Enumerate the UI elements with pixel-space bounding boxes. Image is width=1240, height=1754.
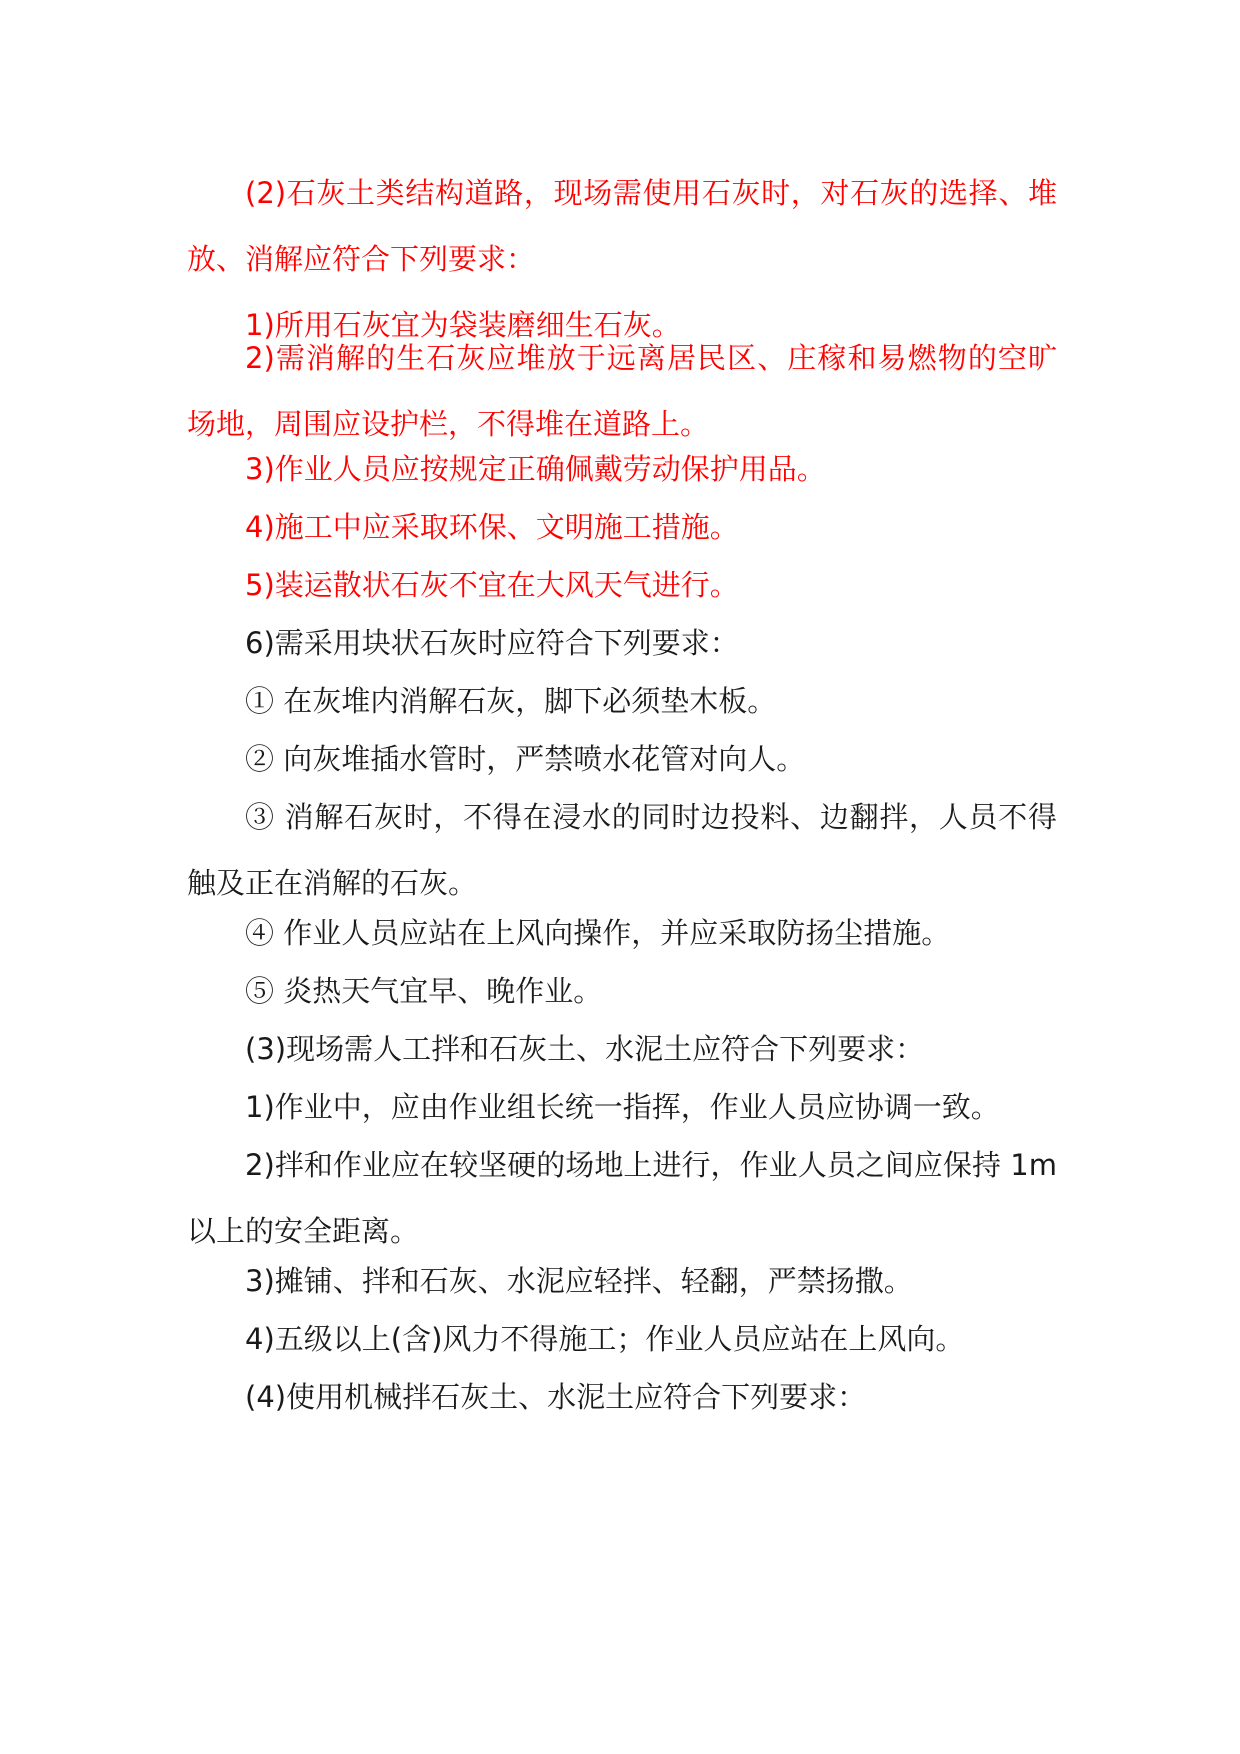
- paragraph-lime-road-requirements: [187, 160, 1057, 292]
- paragraph-subitem-3: [187, 784, 1057, 916]
- paragraph-text: ⑤ 炎热天气宜早、晚作业。: [245, 974, 603, 1008]
- paragraph-text: (4)使用机械拌石灰土、水泥土应符合下列要求：: [245, 1380, 867, 1414]
- paragraph-text: 2)拌和作业应在较坚硬的场地上进行，作业人员之间应保持 1m 以上的安全距离。: [187, 1148, 1057, 1248]
- paragraph-text: 1)所用石灰宜为袋装磨细生石灰。: [245, 308, 681, 342]
- paragraph-item-3-protective-equipment: [187, 436, 1057, 502]
- paragraph-text: ② 向灰堆插水管时，严禁喷水花管对向人。: [245, 742, 806, 776]
- paragraph-text-part-1: 3)作业人员应按规定: [245, 452, 507, 486]
- paragraph-subitem-4: [187, 900, 1057, 966]
- paragraph-text: 6)需采用块状石灰时应符合下列要求：: [245, 626, 739, 660]
- paragraph-text: 4)五级以上(含)风力不得施工；作业人员应站在上风向。: [245, 1322, 965, 1356]
- paragraph-text: 1)作业中，应由作业组长统一指挥，作业人员应协调一致。: [245, 1090, 1000, 1124]
- paragraph-item-5-windy-weather: [187, 552, 1057, 618]
- paragraph-item-4-environmental-measures: [187, 494, 1057, 560]
- paragraph-text: (3)现场需人工拌和石灰土、水泥土应符合下列要求：: [245, 1032, 925, 1066]
- paragraph-manual-item-4: [187, 1306, 1057, 1372]
- paragraph-text: 4)施工中应采取环保、文明施工措施。: [245, 510, 739, 544]
- paragraph-text: 5)装运散状石灰不宜在大风天气进行。: [245, 568, 739, 602]
- paragraph-text: ④ 作业人员应站在上风向操作，并应采取防扬尘措施。: [245, 916, 951, 950]
- paragraph-subitem-5: [187, 958, 1057, 1024]
- paragraph-subitem-2: [187, 726, 1057, 792]
- paragraph-manual-item-3: [187, 1248, 1057, 1314]
- paragraph-text: ③ 消解石灰时，不得在浸水的同时边投料、边翻拌，人员不得触及正在消解的石灰。: [187, 800, 1057, 900]
- paragraph-text: ① 在灰堆内消解石灰，脚下必须垫木板。: [245, 684, 777, 718]
- paragraph-manual-item-2: [187, 1132, 1057, 1264]
- paragraph-text: 3)摊铺、拌和石灰、水泥应轻拌、轻翻，严禁扬撒。: [245, 1264, 913, 1298]
- paragraph-manual-item-1: [187, 1074, 1057, 1140]
- paragraph-item-6-lump-lime: [187, 610, 1057, 676]
- paragraph-machine-mixing-requirements: [187, 1364, 1057, 1430]
- paragraph-text: (2)石灰土类结构道路，现场需使用石灰时，对石灰的选择、堆放、消解应符合下列要求：: [187, 176, 1057, 276]
- paragraph-subitem-1: [187, 668, 1057, 734]
- paragraph-manual-mixing-requirements: [187, 1016, 1057, 1082]
- paragraph-text: 2)需消解的生石灰应堆放于远离居民区、庄稼和易燃物的空旷场地，周围应设护栏，不得堆在道路上。: [187, 341, 1057, 441]
- paragraph-text-part-2: 正确佩戴劳动保护用品。: [506, 452, 826, 486]
